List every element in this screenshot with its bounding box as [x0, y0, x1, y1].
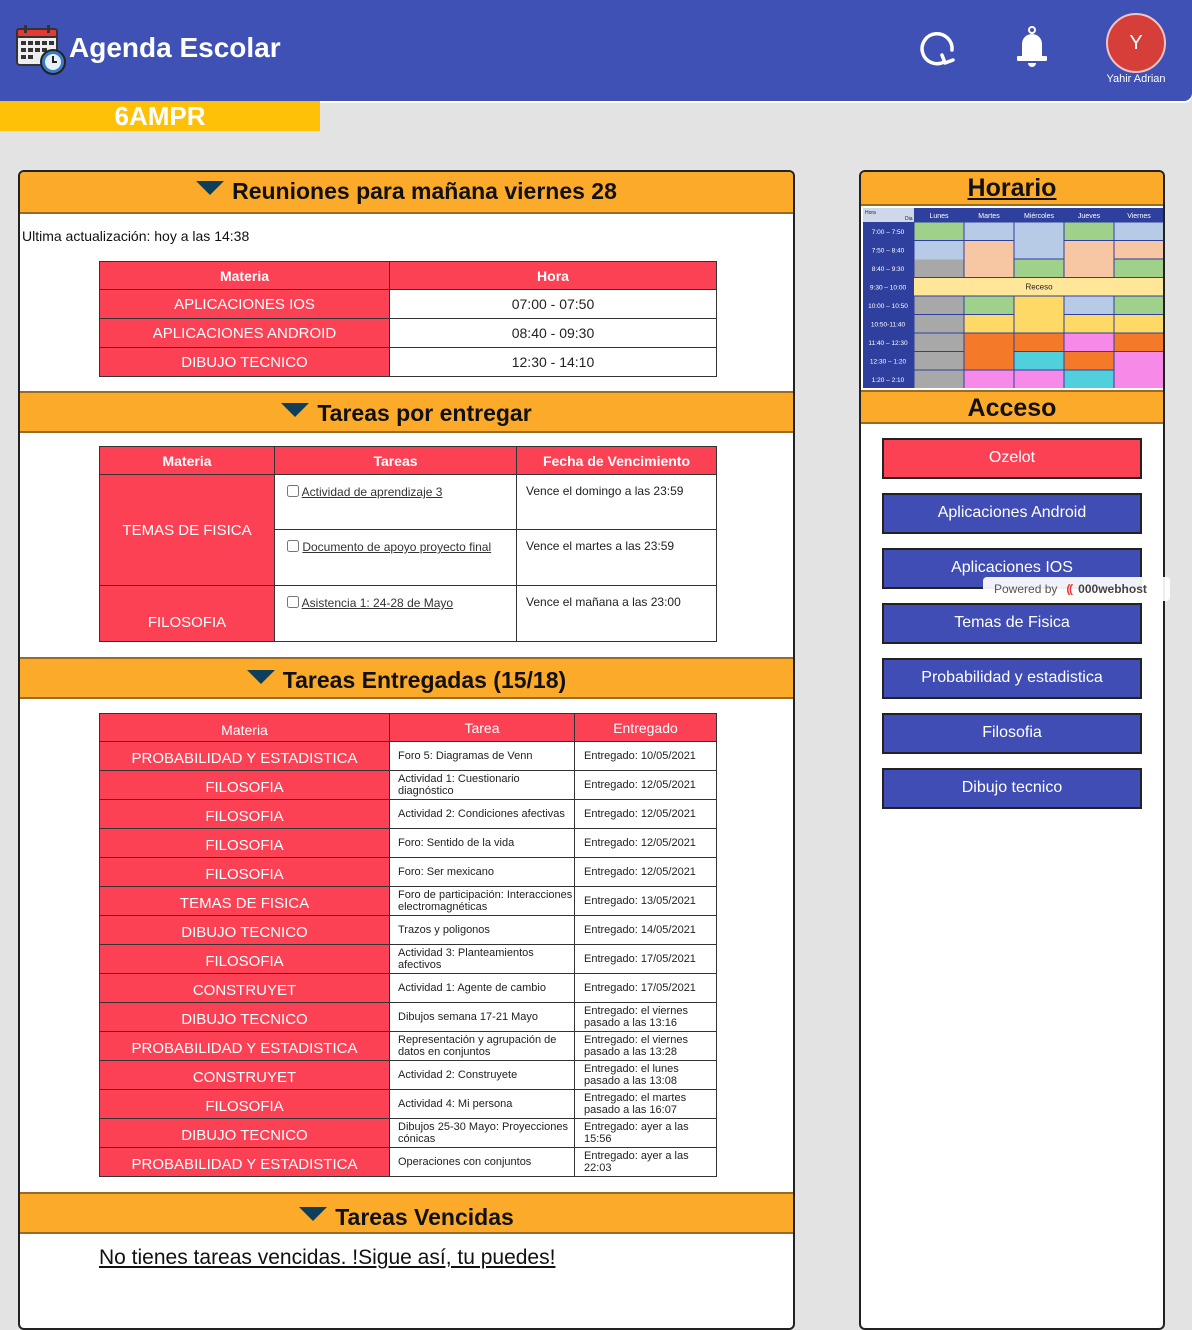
app-title: Agenda Escolar	[69, 32, 281, 63]
access-button-ios[interactable]: Aplicaciones IOS	[882, 548, 1142, 589]
column-header: Hora	[390, 262, 717, 290]
delivered-cell: Entregado: 14/05/2021	[575, 916, 717, 945]
task-cell: Actividad 1: Agente de cambio	[390, 974, 575, 1003]
task-link[interactable]: Documento de apoyo proyecto final	[302, 540, 492, 554]
webhost-logo-icon: ⸨	[1066, 582, 1073, 596]
subject-cell: FILOSOFIA	[100, 800, 390, 829]
subject-cell: DIBUJO TECNICO	[100, 348, 390, 377]
task-cell: Actividad 1: Cuestionario diagnóstico	[390, 771, 575, 800]
svg-text:Martes: Martes	[978, 213, 1000, 220]
table-row	[100, 1090, 717, 1119]
section-title: Tareas Vencidas	[335, 1204, 514, 1230]
delivered-cell: Entregado: ayer a las 22:03	[575, 1148, 717, 1177]
task-cell: Actividad 2: Construyete	[390, 1061, 575, 1090]
table-row	[100, 771, 717, 800]
task-checkbox[interactable]	[287, 485, 299, 497]
subject-cell: APLICACIONES IOS	[100, 290, 390, 319]
subject-cell: FILOSOFIA	[100, 945, 390, 974]
schedule-title: Horario	[967, 174, 1057, 202]
svg-text:Dia: Dia	[905, 216, 913, 222]
svg-text:8:40 – 9:30: 8:40 – 9:30	[871, 266, 905, 273]
user-name: Yahir Adrian	[1106, 73, 1166, 85]
svg-text:7:50 – 8:40: 7:50 – 8:40	[871, 247, 905, 255]
subject-cell: FILOSOFIA	[100, 771, 390, 800]
delivered-cell: Entregado: 17/05/2021	[575, 974, 717, 1003]
svg-text:10:50-11:40: 10:50-11:40	[870, 321, 906, 329]
time-cell: 12:30 - 14:10	[390, 348, 717, 377]
access-button-ozelot[interactable]: Ozelot	[882, 438, 1142, 479]
host-name: 000webhost	[1078, 582, 1147, 596]
delivered-cell: Entregado: 17/05/2021	[575, 945, 717, 974]
delivered-cell: Entregado: 12/05/2021	[575, 858, 717, 887]
due-cell: Vence el martes a las 23:59	[517, 530, 717, 586]
table-row	[100, 800, 717, 829]
refresh-icon[interactable]	[918, 28, 958, 68]
pending-table	[99, 446, 717, 642]
section-header-delivered[interactable]	[20, 657, 793, 699]
task-cell: Foro de participación: Interacciones electromagnéticas	[390, 887, 575, 916]
delivered-cell: Entregado: 13/05/2021	[575, 887, 717, 916]
column-header: Fecha de Vencimiento	[517, 447, 717, 475]
schedule-header	[861, 172, 1163, 206]
task-checkbox[interactable]	[287, 596, 299, 608]
subject-cell: FILOSOFIA	[100, 858, 390, 887]
svg-text:Hora: Hora	[865, 210, 876, 216]
subject-cell: DIBUJO TECNICO	[100, 916, 390, 945]
due-cell: Vence el domingo a las 23:59	[517, 475, 717, 530]
task-cell: Actividad 2: Condiciones afectivas	[390, 800, 575, 829]
subject-cell: FILOSOFIA	[100, 829, 390, 858]
section-header-meetings[interactable]	[20, 172, 793, 214]
table-row	[100, 290, 717, 319]
table-row	[100, 1119, 717, 1148]
delivered-table	[99, 713, 717, 1177]
svg-text:9:30 – 10:00: 9:30 – 10:00	[869, 284, 907, 292]
delivered-cell: Entregado: ayer a las 15:56	[575, 1119, 717, 1148]
task-cell: Foro: Sentido de la vida	[390, 829, 575, 858]
access-button-dibujo[interactable]: Dibujo tecnico	[882, 768, 1142, 809]
table-row	[100, 829, 717, 858]
task-cell: Operaciones con conjuntos	[390, 1148, 575, 1177]
table-row	[100, 348, 717, 377]
task-checkbox[interactable]	[287, 540, 299, 552]
table-row	[100, 586, 717, 642]
section-title: Tareas Entregadas (15/18)	[282, 667, 567, 693]
task-link[interactable]: Actividad de aprendizaje 3	[301, 485, 443, 499]
task-cell: Foro: Ser mexicano	[390, 858, 575, 887]
section-header-pending[interactable]	[20, 391, 793, 433]
svg-text:12:30 – 1:20: 12:30 – 1:20	[869, 358, 907, 366]
table-row	[100, 742, 717, 771]
subject-cell: FILOSOFIA	[100, 1090, 390, 1119]
time-cell: 08:40 - 09:30	[390, 319, 717, 348]
access-button-fisica[interactable]: Temas de Fisica	[882, 603, 1142, 644]
task-cell: Actividad 3: Planteamientos afectivos	[390, 945, 575, 974]
delivered-cell: Entregado: 10/05/2021	[575, 742, 717, 771]
top-bar	[0, 0, 1192, 101]
table-row	[100, 1003, 717, 1032]
task-cell: Actividad 4: Mi persona	[390, 1090, 575, 1119]
powered-by-text: Powered by	[994, 582, 1058, 596]
due-cell: Vence el mañana a las 23:00	[517, 586, 717, 642]
access-button-filosofia[interactable]: Filosofia	[882, 713, 1142, 754]
svg-text:Receso: Receso	[1025, 282, 1053, 292]
avatar[interactable]: Y	[1106, 13, 1166, 73]
subject-cell: PROBABILIDAD Y ESTADISTICA	[100, 742, 390, 771]
table-row	[100, 1061, 717, 1090]
delivered-cell: Entregado: 12/05/2021	[575, 829, 717, 858]
subject-cell: DIBUJO TECNICO	[100, 1119, 390, 1148]
svg-text:Lunes: Lunes	[929, 213, 949, 220]
overdue-message[interactable]: No tienes tareas vencidas. !Sigue así, tu puedes!	[99, 1246, 556, 1269]
time-cell: 07:00 - 07:50	[390, 290, 717, 319]
svg-text:Viernes: Viernes	[1127, 213, 1151, 220]
table-row	[100, 1032, 717, 1061]
task-cell: Foro 5: Diagramas de Venn	[390, 742, 575, 771]
table-row	[100, 974, 717, 1003]
section-title: Reuniones para mañana viernes 28	[232, 178, 617, 204]
powered-by-badge[interactable]	[983, 577, 1170, 601]
column-header: Materia	[100, 714, 390, 742]
column-header: Materia	[100, 262, 390, 290]
bell-icon[interactable]	[1014, 26, 1050, 68]
collapse-triangle-icon	[281, 403, 309, 417]
subject-cell: PROBABILIDAD Y ESTADISTICA	[100, 1032, 390, 1061]
calendar-clock-icon	[15, 23, 67, 75]
main-panel	[18, 170, 795, 1330]
table-row	[100, 475, 717, 530]
svg-text:Miércoles: Miércoles	[1024, 213, 1054, 220]
subject-cell: CONSTRUYET	[100, 974, 390, 1003]
table-row	[100, 945, 717, 974]
task-link[interactable]: Asistencia 1: 24-28 de Mayo	[301, 596, 454, 610]
table-row	[100, 1148, 717, 1177]
table-row	[100, 319, 717, 348]
collapse-triangle-icon	[196, 181, 224, 195]
subject-cell: DIBUJO TECNICO	[100, 1003, 390, 1032]
last-update: Ultima actualización: hoy a las 14:38	[22, 228, 250, 244]
task-cell: Trazos y poligonos	[390, 916, 575, 945]
section-title: Tareas por entregar	[317, 400, 532, 426]
meetings-table	[99, 261, 717, 377]
delivered-cell: Entregado: el viernes pasado a las 13:28	[575, 1032, 717, 1061]
subject-cell: PROBABILIDAD Y ESTADISTICA	[100, 1148, 390, 1177]
svg-text:7:00 – 7:50: 7:00 – 7:50	[871, 229, 905, 236]
access-header	[861, 390, 1163, 424]
group-tab: 6AMPR	[0, 101, 320, 131]
column-header: Entregado	[575, 714, 717, 742]
svg-text:10:00 – 10:50: 10:00 – 10:50	[868, 303, 908, 310]
table-row	[100, 887, 717, 916]
collapse-triangle-icon	[299, 1207, 327, 1221]
delivered-cell: Entregado: el lunes pasado a las 13:08	[575, 1061, 717, 1090]
svg-text:1:20 – 2:10: 1:20 – 2:10	[871, 377, 905, 384]
subject-cell: CONSTRUYET	[100, 1061, 390, 1090]
side-panel	[859, 170, 1165, 1330]
task-cell: Dibujos semana 17-21 Mayo	[390, 1003, 575, 1032]
subject-cell: FILOSOFIA	[100, 586, 275, 642]
task-cell: Dibujos 25-30 Mayo: Proyecciones cónicas	[390, 1119, 575, 1148]
table-row	[100, 858, 717, 887]
svg-text:Jueves: Jueves	[1077, 213, 1101, 220]
collapse-triangle-icon	[247, 670, 275, 684]
access-button-probabilidad[interactable]: Probabilidad y estadistica	[882, 658, 1142, 699]
schedule-image	[863, 208, 1163, 388]
subject-cell: TEMAS DE FISICA	[100, 887, 390, 916]
subject-cell: APLICACIONES ANDROID	[100, 319, 390, 348]
svg-text:11:40 – 12:30: 11:40 – 12:30	[868, 340, 908, 347]
subject-cell: TEMAS DE FISICA	[100, 475, 275, 586]
access-title: Acceso	[967, 394, 1057, 422]
delivered-cell: Entregado: 12/05/2021	[575, 771, 717, 800]
delivered-cell: Entregado: el martes pasado a las 16:07	[575, 1090, 717, 1119]
access-button-android[interactable]: Aplicaciones Android	[882, 493, 1142, 534]
delivered-cell: Entregado: el viernes pasado a las 13:16	[575, 1003, 717, 1032]
column-header: Tarea	[390, 714, 575, 742]
column-header: Materia	[100, 447, 275, 475]
delivered-cell: Entregado: 12/05/2021	[575, 800, 717, 829]
table-row	[100, 916, 717, 945]
column-header: Tareas	[275, 447, 517, 475]
section-header-overdue[interactable]	[20, 1192, 793, 1234]
task-cell: Representación y agrupación de datos en conjuntos	[390, 1032, 575, 1061]
